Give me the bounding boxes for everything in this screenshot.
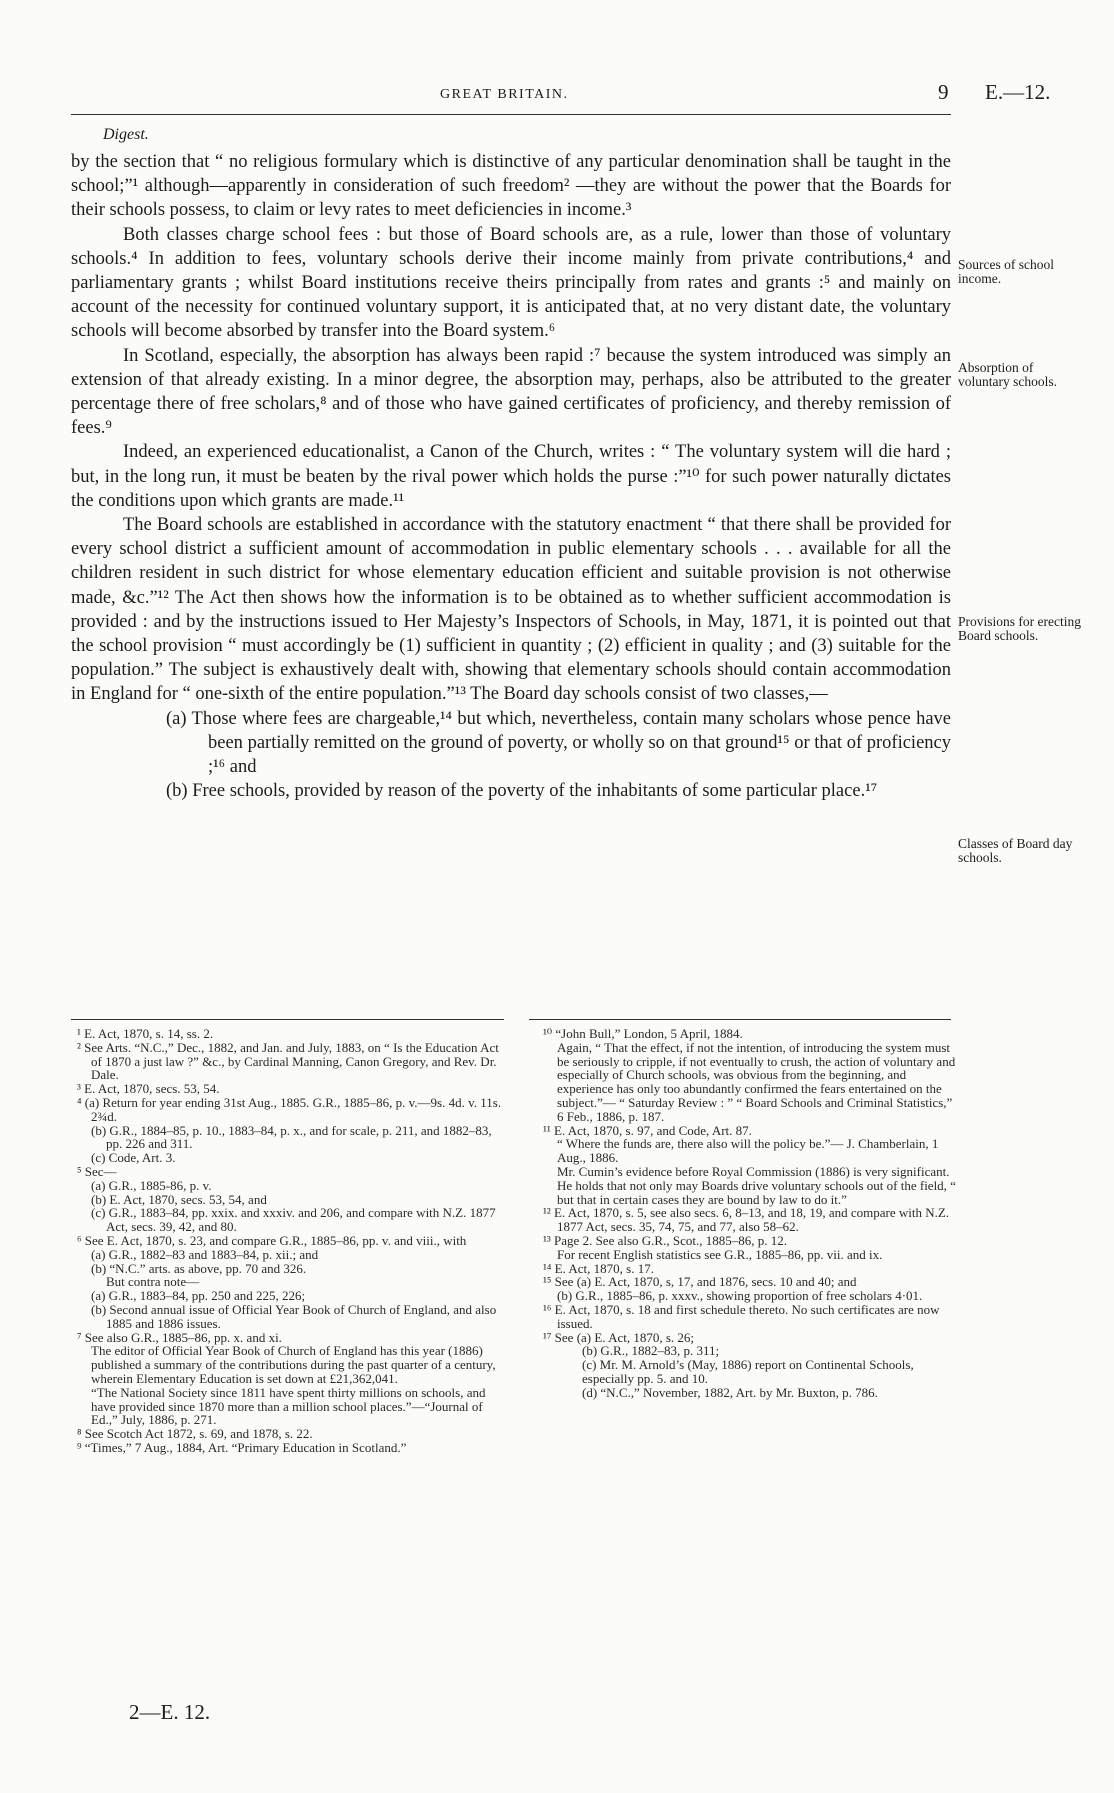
footnote-6e: (b) Second annual issue of Official Year Book of Church of England, and also 1885 and 1886 issues.	[91, 1301, 497, 1331]
paragraph-2: Both classes charge school fees : but those of Board schools are, as a rule, lower than those of voluntary schools.⁴ In addition to fees, voluntary schools derive their income mainly from private contributions,⁴ and parliamentary grants ; whilst Board institutions receive theirs principally from rates and grants :⁵ and mainly on account of the necessity for continued voluntary support, it is anticipated that, at no very distant date, the voluntary schools will become absorbed by transfer into the Board system.⁶	[71, 224, 951, 342]
footnote-7b: “The National Society since 1811 have spent thirty millions on schools, and have provided since 1870 more than a million school places.”—“Journal of Ed.,” July, 1886, p. 271.	[91, 1384, 486, 1428]
footnote-9: ⁹ “Times,” 7 Aug., 1884, Art. “Primary Education in Scotland.”	[77, 1439, 407, 1455]
digest-label: Digest.	[103, 126, 149, 143]
margin-note-income: Sources of school income.	[958, 257, 1054, 286]
footnote-16: ¹⁶ E. Act, 1870, s. 18 and first schedule thereto. No such certificates are now issued.	[543, 1301, 940, 1331]
signature-mark: 2—E. 12.	[129, 1700, 211, 1724]
footnote-4a: ⁴ (a) Return for year ending 31st Aug., 1885. G.R., 1885–86, p. v.—9s. 4d. v. 11s. 2¾d.	[77, 1094, 502, 1124]
document-code: E.—12.	[985, 80, 1051, 104]
paragraph-3: In Scotland, especially, the absorption has always been rapid :⁷ because the system introduced was simply an extension of that already existing. In a minor degree, the absorption may, perhaps, also be attributed to the greater percentage there of free scholars,⁸ and of those who have gained certificates of proficiency, and thereby remission of fees.⁹	[71, 345, 951, 439]
footnote-6d: (a) G.R., 1883–84, pp. 250 and 225, 226;	[91, 1288, 306, 1304]
footnote-17c: (c) Mr. M. Arnold’s (May, 1886) report on Continental Schools, especially pp. 5. and 10.	[582, 1357, 914, 1386]
footnote-12: ¹² E. Act, 1870, s. 5, see also secs. 6, 8–13, and 18, 19, and compare with N.Z. 1877 Act, secs. 35, 74, 75, and 77, also 58–62.	[543, 1205, 950, 1235]
footnote-4c: (c) Code, Art. 3.	[91, 1150, 176, 1166]
paragraph-4: Indeed, an experienced educationalist, a Canon of the Church, writes : “ The voluntary system will die hard ; but, in the long run, it must be beaten by the rival power which holds the purse :”¹⁰ for such power naturally dictates the conditions upon which grants are made.¹¹	[71, 442, 951, 511]
margin-note-classes: Classes of Board day schools.	[958, 836, 1073, 865]
footnote-13: ¹³ Page 2. See also G.R., Scot., 1885–86, p. 12.	[543, 1232, 787, 1248]
footnote-17d: (d) “N.C.,” November, 1882, Art. by Mr. Buxton, p. 786.	[582, 1384, 878, 1400]
footnote-15a: ¹⁵ See (a) E. Act, 1870, s, 17, and 1876, secs. 10 and 40; and	[543, 1274, 857, 1290]
footnote-10: ¹⁰ “John Bull,” London, 5 April, 1884.	[543, 1026, 743, 1041]
margin-note-absorption: Absorption of voluntary schools.	[958, 360, 1057, 389]
footnote-rule-left	[71, 1019, 504, 1020]
footnote-7a: The editor of Official Year Book of Church of England has this year (1886) published a summary of the contributions during the past quarter of a century, wherein Elementary Education is set down at £21,362,041.	[91, 1343, 496, 1386]
paragraph-5: The Board schools are established in accordance with the statutory enactment “ that there shall be provided for every school district a sufficient amount of accommodation in public elementary schools . . . available for all the children resident in such district for whose elementary education efficient and suitable provision is not otherwise made, &c.”¹² The Act then shows how the information is to be obtained as to whether sufficient accommodation is provided : and by the instructions issued to Her Majesty’s Inspectors of Schools, in May, 1871, it is pointed out that the school provision “ must accordingly be (1) sufficient in quantity ; (2) efficient in quality ; and (3) suitable for the population.” The subject is exhaustively dealt with, showing that elementary schools should contain accommodation in England for “ one-sixth of the entire population.”¹³ The Board day schools consist of two classes,—	[71, 515, 951, 705]
footnote-rule-right	[529, 1019, 951, 1020]
footnote-17a: ¹⁷ See (a) E. Act, 1870, s. 26;	[543, 1329, 695, 1345]
footnote-6c: But contra note—	[106, 1274, 200, 1290]
header-rule	[71, 114, 951, 115]
page-number: 9	[938, 80, 949, 104]
footnote-5b: (b) E. Act, 1870, secs. 53, 54, and	[91, 1191, 267, 1207]
footnote-5: ⁵ Sec—	[77, 1163, 117, 1179]
footnote-11a: “ Where the funds are, there also will the policy be.”— J. Chamberlain, 1 Aug., 1886.	[557, 1136, 939, 1166]
list-item-a: (a) Those where fees are chargeable,¹⁴ but which, nevertheless, contain many scholars whose pence have been partially remitted on the ground of poverty, or wholly so on that ground¹⁵ or that of proficiency ;¹⁶ and	[166, 708, 951, 778]
footnote-17b: (b) G.R., 1882–83, p. 311;	[582, 1343, 720, 1359]
footnote-5a: (a) G.R., 1885-86, p. v.	[91, 1177, 212, 1193]
footnote-3: ³ E. Act, 1870, secs. 53, 54.	[77, 1081, 220, 1097]
footnote-11: ¹¹ E. Act, 1870, s. 97, and Code, Art. 87.	[543, 1122, 752, 1138]
list-item-b: (b) Free schools, provided by reason of the poverty of the inhabitants of some particular place.¹⁷	[166, 781, 878, 802]
footnotes-left	[70, 1027, 503, 1455]
footnote-13a: For recent English statistics see G.R., 1885–86, pp. vii. and ix.	[557, 1246, 883, 1262]
footnote-15b: (b) G.R., 1885–86, p. xxxv., showing proportion of free scholars 4·01.	[557, 1288, 923, 1304]
running-title: GREAT BRITAIN.	[440, 87, 569, 102]
footnote-2: ² See Arts. “N.C.,” Dec., 1882, and Jan. and July, 1883, on “ Is the Education Act of 1870 a just law ?” &c., by Cardinal Manning, Canon Gregory, and Rev. Dr. Dale.	[77, 1039, 499, 1083]
footnote-7: ⁷ See also G.R., 1885–86, pp. x. and xi.	[77, 1329, 282, 1345]
footnote-6: ⁶ See E. Act, 1870, s. 23, and compare G.R., 1885–86, pp. v. and viii., with	[77, 1232, 467, 1248]
main-text	[71, 150, 951, 803]
margin-note-provisions: Provisions for erecting Board schools.	[958, 614, 1081, 643]
footnote-5c: (c) G.R., 1883–84, pp. xxix. and xxxiv. and 206, and compare with N.Z. 1877 Act, secs. 39, 42, and 80.	[91, 1205, 496, 1235]
footnote-6a: (a) G.R., 1882–83 and 1883–84, p. xii.; and	[91, 1246, 319, 1262]
footnote-11b: Mr. Cumin’s evidence before Royal Commission (1886) is very significant. He holds that not only may Boards drive voluntary schools out of the field, “ but that in certain cases they are bound by law to do it.”	[557, 1163, 956, 1207]
paragraph-1: by the section that “ no religious formulary which is distinctive of any particular denomination shall be taught in the school;”¹ although—apparently in consideration of such freedom² —they are without the power that the Boards for their schools possess, to claim or levy rates to meet deficiencies in income.³	[71, 152, 951, 221]
footnote-4b: (b) G.R., 1884–85, p. 10., 1883–84, p. x., and for scale, p. 211, and 1882–83, pp. 226 and 311.	[91, 1122, 492, 1152]
footnote-1: ¹ E. Act, 1870, s. 14, ss. 2.	[77, 1026, 214, 1041]
running-header	[0, 80, 1114, 110]
footnote-10a: Again, “ That the effect, if not the intention, of introducing the system must be seriously to cripple, if not eventually to crush, the action of voluntary and especially of Church schools, was obvious from the beginning, and experience has only too abundantly confirmed the fears entertained on the subject.”— “ Saturday Review : ” “ Board Schools and Criminal Statistics,” 6 Feb., 1886, p. 187.	[557, 1039, 956, 1124]
footnote-6b: (b) “N.C.” arts. as above, pp. 70 and 326.	[91, 1260, 307, 1276]
footnotes-right	[536, 1027, 956, 1400]
footnote-8: ⁸ See Scotch Act 1872, s. 69, and 1878, s. 22.	[77, 1426, 313, 1442]
footnote-14: ¹⁴ E. Act, 1870, s. 17.	[543, 1260, 654, 1276]
